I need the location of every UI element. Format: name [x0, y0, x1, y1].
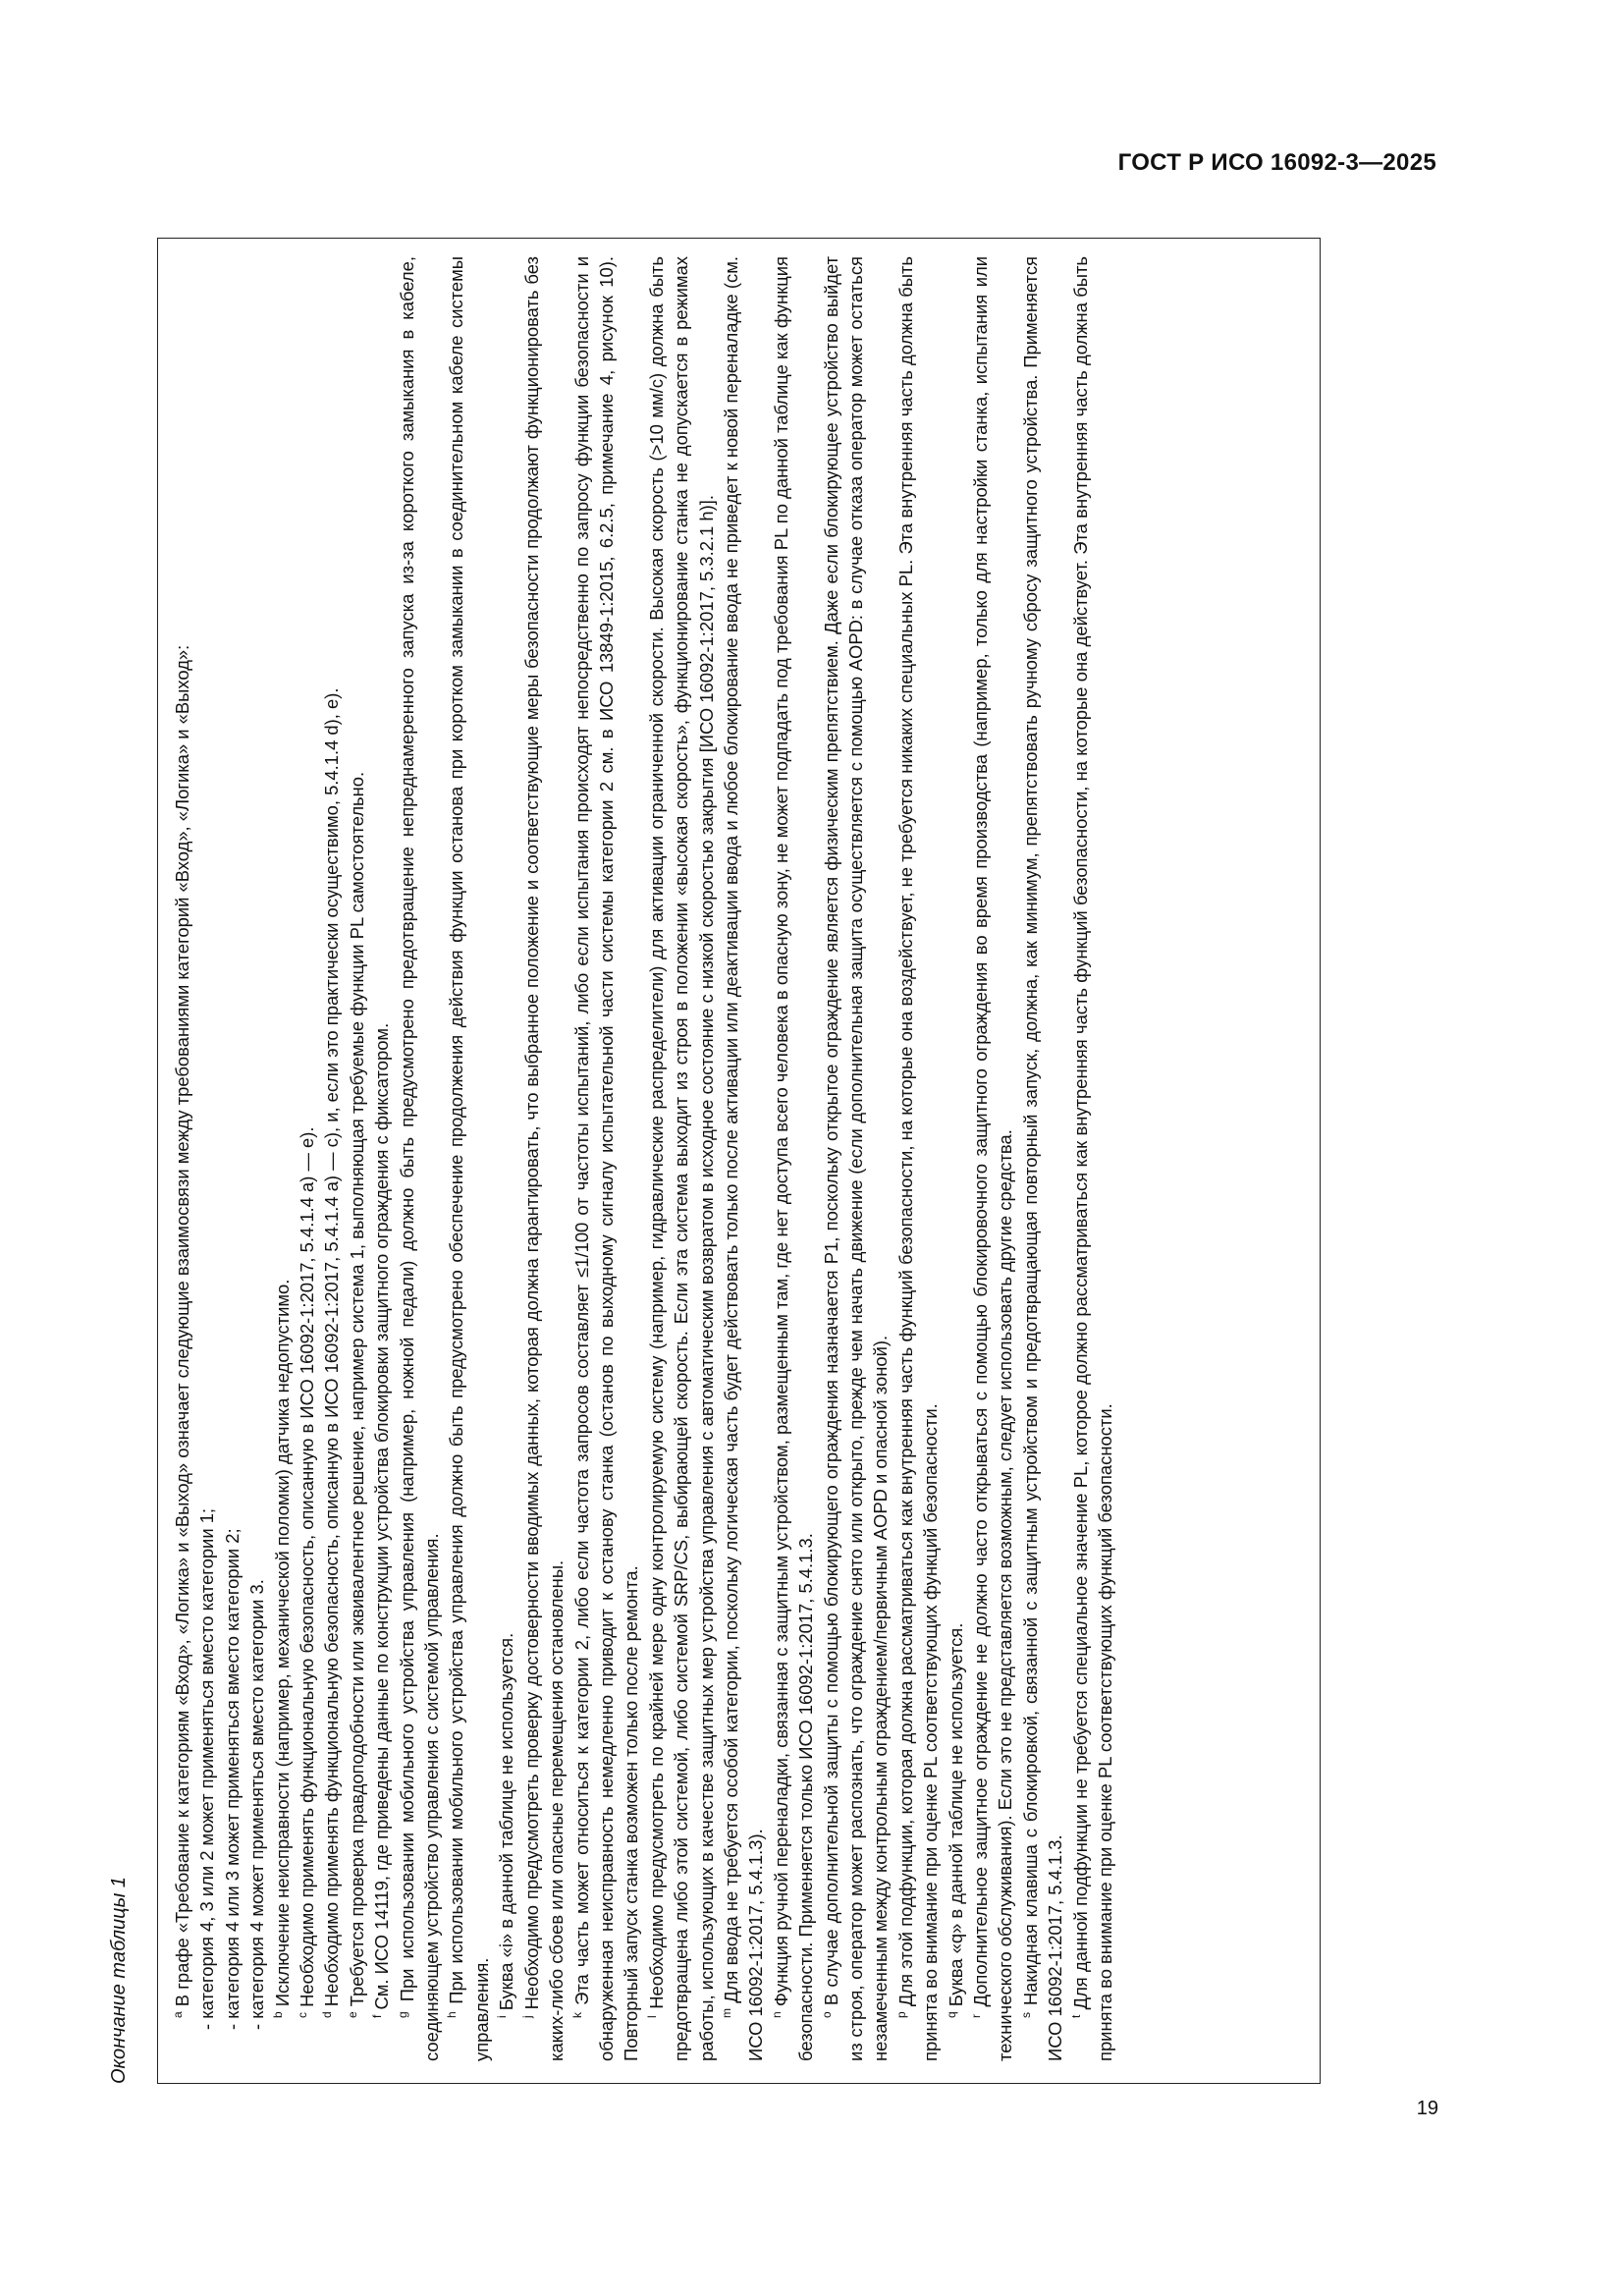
footnote-marker: j — [519, 2015, 534, 2018]
footnote-b — [270, 256, 295, 2061]
page-number: 19 — [1416, 2098, 1438, 2119]
footnote-text: Накидная клавиша с блокировкой, связанной с защитным устройством и предотвращающая повторный запуск, должна, как минимум, препятствовать ручному сбросу защитного устройства. Применяется ИСО 16092-1:2017, 5.4.1.3. — [1019, 256, 1066, 2061]
list-item: - категория 4 или 3 может применяться вместо категории 2; — [221, 1528, 243, 2030]
footnote-text: Необходимо применять функциональную безопасность, описанную в ИСО 16092-1:2017, 5.4.1.4 а) — е). — [297, 1126, 318, 2007]
footnote-marker: o — [819, 2011, 834, 2018]
footnote-text: Для данной подфункции не требуется специальное значение PL, которое должно рассматриваться как внутренняя часть функций безопасности, на которые она действует. Эта внутренняя часть должна быть принята во внимание при оценке PL соответствующих функций безопасности. — [1069, 256, 1116, 2061]
footnote-m — [719, 256, 769, 2061]
footnote-text: См. ИСО 14119, где приведены данные по конструкции устройства блокировки защитного ограждения с фиксатором. — [371, 1022, 393, 2010]
footnote-d — [319, 256, 344, 2061]
footnote-marker: h — [445, 2011, 460, 2018]
footnote-text: Необходимо предусмотреть проверку достоверности вводимых данных, которая должна гарантировать, что выбранное положение и соответствующие меры безопасности продолжают функционировать без каких-либо сбоев или опасные перемещения остановлены. — [520, 256, 568, 2061]
footnote-c — [295, 256, 319, 2061]
footnote-text: Для ввода не требуется особой категории, поскольку логическая часть будет действовать только после активации или деактивации ввода и любое блокирование ввода не приведет к новой переналадке (см. ИСО 16092-1:2017, 5.4.1.3). — [720, 256, 767, 2061]
table-notes-box — [157, 238, 1321, 2084]
footnote-marker: t — [1068, 2014, 1083, 2018]
footnote-p — [893, 256, 944, 2061]
footnote-g — [395, 256, 445, 2061]
footnote-text: Функция ручной переналадки, связанная с защитным устройством, размещенным там, где нет доступа всего человека в опасную зону, не может подпадать под требования PL по данной таблице как функция безопасности. Применяется только ИСО 16092-1:2017, 5.4.1.3. — [770, 256, 817, 2061]
footnote-text: Требуется проверка правдоподобности или эквивалентное решение, например система 1, выполняющая требуемые функции PL самостоятельно. — [346, 771, 367, 2007]
footnote-marker: m — [719, 2008, 733, 2018]
footnote-text: Исключение неисправности (например, механической поломки) датчика недопустимо. — [271, 1279, 293, 2007]
footnote-marker: f — [370, 2014, 385, 2018]
footnote-h — [444, 256, 494, 2061]
footnote-j — [519, 256, 569, 2061]
standard-title: ГОСТ Р ИСО 16092-3—2025 — [1117, 149, 1436, 176]
footnote-marker: i — [495, 2015, 510, 2018]
footnote-marker: r — [968, 2014, 983, 2018]
footnote-f — [369, 256, 394, 2061]
footnote-marker: e — [345, 2011, 359, 2018]
footnote-text: Для этой подфункции, которая должна рассматриваться как внутренняя часть функций безопасности, на которые она воздействует, не требуется никаких специальных PL. Эта внутренняя часть должна быть принята во внимание при оценке PL соответствующих функций безопасности. — [894, 256, 942, 2061]
footnote-text: Буква «q» в данной таблице не используется. — [945, 1622, 966, 2007]
footnote-marker: c — [295, 2012, 309, 2018]
footnote-marker: n — [769, 2011, 784, 2018]
footnote-text: Эта часть может относиться к категории 2, либо если частота запросов составляет ≤1/100 от частоты испытаний, либо если испытания происходят непосредственно по запросу функции безопасности и обнаруженная неисправность немедленно приводит к останову станка (останов по выходному сигналу испытательной части системы категории 2 см. в ИСО 13849-1:2015, 6.2.5, примечание 4, рисунок 10). Повторный запуск станка возможен только после ремонта. — [570, 256, 642, 2061]
footnote-text: Буква «i» в данной таблице не используется. — [496, 1632, 517, 2011]
footnote-marker: s — [1018, 2012, 1033, 2018]
footnote-n — [769, 256, 819, 2061]
footnote-marker: d — [320, 2011, 335, 2018]
footnote-marker: l — [644, 2015, 659, 2018]
footnote-t — [1068, 256, 1118, 2061]
footnote-o — [819, 256, 893, 2061]
footnote-marker: g — [395, 2011, 409, 2018]
footnote-text: В случае дополнительной защиты с помощью блокирующего ограждения назначается Р1, поскольку открытое ограждение является физическим препятствием. Даже если блокирующее устройство выйдет из строя, оператор может распознать, что ограждение снято или открыто, прежде чем начать движение (если дополнительная защита осуществляется с помощью AOPD: в случае отказа оператор может остаться незамеченным между контрольным ограждением/первичным AOPD и опасной зоной). — [820, 256, 892, 2061]
footnote-text: Необходимо предусмотреть по крайней мере одну контролируемую систему (например, гидравлические распределители) для активации ограниченной скорости. Высокая скорость (>10 мм/с) должна быть предотвращена либо этой системой, либо системой SRP/CS, выбирающей скорость. Если эта система выходит из строя в положении «высокая скорость», функционирование станка не допускается в режимах работы, использующих в качестве защитных мер устройства управления с автоматическим возвратом в исходное состояние с низкой скоростью закрытия [ИСО 16092-1:2017, 5.3.2.1 h)]. — [645, 256, 717, 2061]
list-item: - категория 4, 3 или 2 может применяться вместо категории 1; — [196, 1507, 218, 2030]
footnote-marker: k — [569, 2012, 584, 2018]
footnote-k — [569, 256, 644, 2061]
rotated-table-continuation — [108, 238, 1394, 2084]
footnote-i — [494, 256, 518, 2061]
footnote-text: При использовании мобильного устройства управления (например, ножной педали) должно быть предусмотрено предотвращение непреднамеренного запуска из-за короткого замыкания в кабеле, соединяющем устройство управления с системой управления. — [396, 256, 443, 2061]
footnote-marker: a — [170, 2011, 185, 2018]
footnote-l — [644, 256, 719, 2061]
footnote-s — [1018, 256, 1068, 2061]
footnote-text: Необходимо применять функциональную безопасность, описанную в ИСО 16092-1:2017, 5.4.1.4 а) — с), и, если это практически осуществимо, 5.4.1.4 d), е). — [321, 687, 343, 2007]
footnote-q — [944, 256, 968, 2061]
footnote-text: Дополнительное защитное ограждение не должно часто открываться с помощью блокировочного защитного ограждения во время производства (например, только для настройки станка, испытания или технического обслуживания). Если это не представляется возможным, следует использовать другие средства. — [970, 256, 1016, 2061]
footnote-e — [345, 256, 369, 2061]
footnote-marker: q — [944, 2011, 958, 2018]
footnote-a — [170, 256, 194, 2061]
list-item: - категория 4 может применяться вместо категории 3. — [246, 1579, 268, 2030]
footnote-r — [968, 256, 1018, 2061]
table-caption: Окончание таблицы 1 — [108, 1876, 130, 2084]
footnote-text: При использовании мобильного устройства управления должно быть предусмотрено обеспечение продолжения действия функции останова при коротком замыкании в соединительном кабеле системы управления. — [446, 256, 492, 2061]
footnote-text: В графе «Требование к категориям «Вход», «Логика» и «Выход» означает следующие взаимосвязи между требованиями категорий «Вход», «Логика» и «Выход»: — [172, 644, 192, 2007]
footnote-marker: p — [893, 2011, 908, 2018]
footnote-marker: b — [270, 2011, 285, 2018]
